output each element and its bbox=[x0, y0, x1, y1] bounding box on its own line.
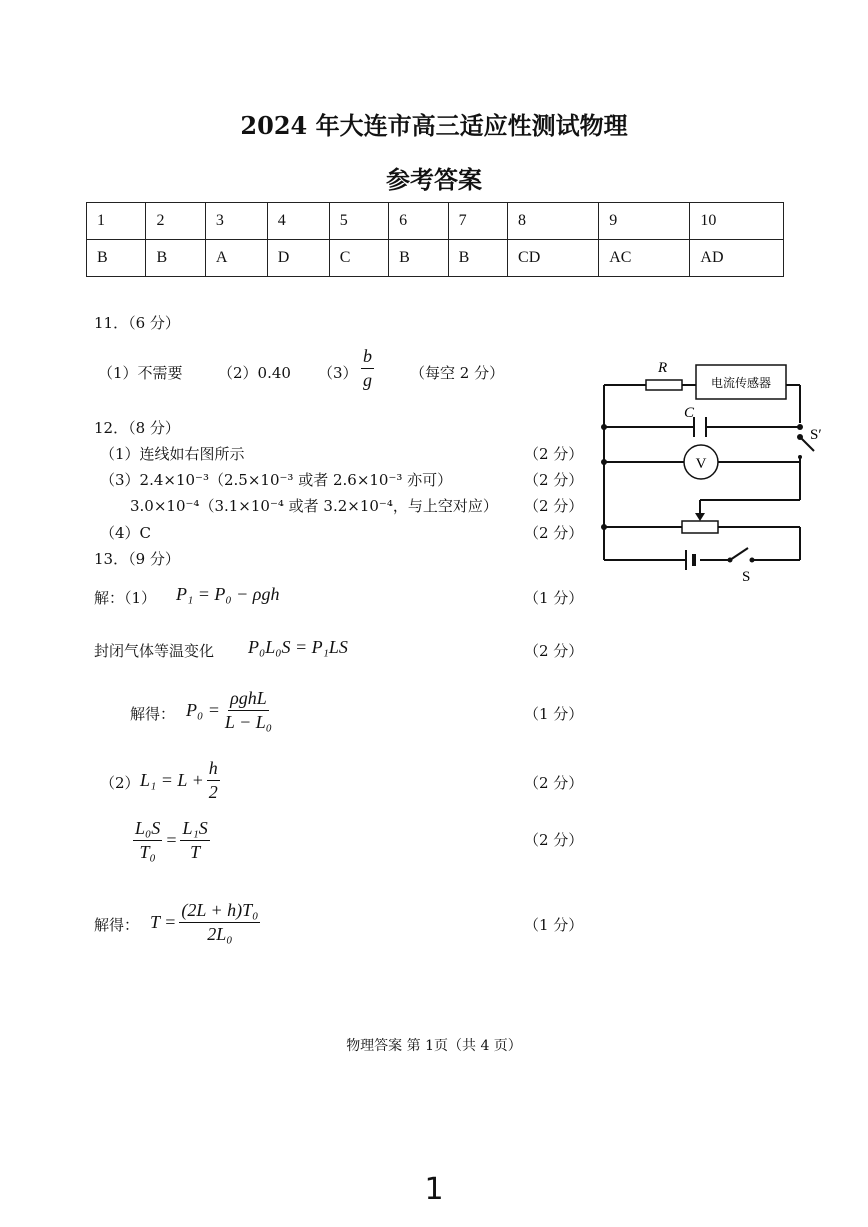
label-s-prime: S′ bbox=[810, 427, 822, 443]
answer-cell: AD bbox=[690, 240, 784, 277]
question-number: 4 bbox=[267, 203, 329, 240]
q11-header: 11．（6 分） bbox=[94, 314, 180, 332]
q12-score2: （2 分） bbox=[524, 471, 584, 489]
fraction-denominator: L − L₀ bbox=[224, 712, 273, 732]
q13-header: 13．（9 分） bbox=[94, 550, 180, 568]
question-number: 6 bbox=[389, 203, 448, 240]
label-current-sensor: 电流传感器 bbox=[710, 376, 772, 390]
junction-dot bbox=[601, 424, 607, 430]
fraction-numerator: L₀S bbox=[133, 818, 162, 841]
q13-score3: （1 分） bbox=[524, 705, 584, 723]
equals-sign: = bbox=[165, 830, 178, 850]
fraction-denominator: 2L₀ bbox=[207, 924, 233, 944]
fraction-denominator: T bbox=[190, 842, 201, 862]
label-c: C bbox=[684, 405, 695, 421]
answer-cell: C bbox=[329, 240, 388, 277]
page-title: 2024 年大连市高三适应性测试物理 bbox=[240, 111, 628, 140]
switch-contact bbox=[728, 558, 733, 563]
q13-score6: （1 分） bbox=[524, 916, 584, 934]
question-number: 3 bbox=[205, 203, 267, 240]
q13-line3-prefix: 解得： bbox=[130, 705, 176, 723]
label-s: S bbox=[742, 569, 751, 585]
q13-line6-prefix: 解得： bbox=[94, 916, 140, 934]
q13-line6-equation bbox=[150, 900, 263, 945]
fraction-numerator: h bbox=[207, 758, 220, 781]
q13-line3-equation bbox=[186, 688, 277, 733]
fraction-numerator: (2L + h)T₀ bbox=[179, 900, 260, 923]
q11-note: （每空 2 分） bbox=[410, 364, 505, 382]
page-number: 1 bbox=[424, 1172, 444, 1207]
q13-line4-prefix: （2） bbox=[100, 774, 140, 792]
answer-cell: D bbox=[267, 240, 329, 277]
answer-cell: B bbox=[389, 240, 448, 277]
question-number: 8 bbox=[508, 203, 599, 240]
label-r: R bbox=[658, 360, 668, 376]
question-number: 1 bbox=[87, 203, 146, 240]
question-number: 2 bbox=[146, 203, 205, 240]
junction-dot bbox=[601, 524, 607, 530]
q12-score4: （2 分） bbox=[524, 524, 584, 542]
page-footer: 物理答案 第 1页（共 4 页） bbox=[346, 1038, 522, 1054]
q11-fraction bbox=[358, 346, 377, 391]
label-v: V bbox=[695, 456, 707, 472]
answer-cell: B bbox=[146, 240, 205, 277]
answer-cell: A bbox=[205, 240, 267, 277]
answer-table-number-row bbox=[87, 203, 784, 240]
q13-score1: （1 分） bbox=[524, 589, 584, 607]
switch-contact bbox=[750, 558, 755, 563]
answer-table-answer-row bbox=[87, 240, 784, 277]
answer-table bbox=[86, 202, 784, 277]
equation-lhs: P₀ = bbox=[186, 700, 220, 720]
q12-score3: （2 分） bbox=[524, 497, 584, 515]
answer-cell: B bbox=[87, 240, 146, 277]
q12-header: 12．（8 分） bbox=[94, 419, 180, 437]
q12-line4: （4）C bbox=[100, 524, 152, 542]
switch-contact bbox=[798, 455, 802, 459]
rheostat bbox=[682, 521, 718, 533]
q13-score5: （2 分） bbox=[524, 831, 584, 849]
q13-line5-equation bbox=[130, 818, 213, 863]
q13-line2-equation: P₀L₀S = P₁LS bbox=[248, 637, 348, 657]
question-number: 5 bbox=[329, 203, 388, 240]
equation-lhs: L₁ = L + bbox=[140, 770, 204, 790]
question-number: 9 bbox=[599, 203, 690, 240]
fraction-numerator: ρghL bbox=[228, 688, 269, 711]
junction-dot bbox=[601, 459, 607, 465]
q13-line4-equation bbox=[140, 758, 223, 803]
q11-part3: （3） bbox=[318, 364, 358, 382]
answer-cell: AC bbox=[599, 240, 690, 277]
fraction-numerator: b bbox=[361, 346, 374, 369]
q13-line1-equation: P₁ = P₀ − ρgh bbox=[176, 584, 280, 604]
resistor-r bbox=[646, 380, 682, 390]
q12-line1: （1）连线如右图所示 bbox=[100, 445, 245, 463]
equation-lhs: T = bbox=[150, 912, 177, 932]
circuit-diagram bbox=[598, 355, 828, 590]
junction-dot bbox=[797, 424, 803, 430]
q13-line2-prefix: 封闭气体等温变化 bbox=[94, 642, 215, 660]
fraction-denominator: g bbox=[363, 370, 372, 390]
q12-score1: （2 分） bbox=[524, 445, 584, 463]
rheostat-slider-arrow bbox=[695, 513, 705, 521]
question-number: 10 bbox=[690, 203, 784, 240]
answer-cell: CD bbox=[508, 240, 599, 277]
answer-cell: B bbox=[448, 240, 507, 277]
fraction-denominator: 2 bbox=[208, 782, 218, 802]
fraction-numerator: L₁S bbox=[180, 818, 209, 841]
q13-score2: （2 分） bbox=[524, 642, 584, 660]
q11-part2: （2）0.40 bbox=[218, 364, 291, 382]
q12-line3: 3.0×10⁻⁴（3.1×10⁻⁴ 或者 3.2×10⁻⁴，与上空对应） bbox=[130, 497, 498, 515]
fraction-denominator: T₀ bbox=[139, 842, 156, 862]
question-number: 7 bbox=[448, 203, 507, 240]
q12-line2: （3）2.4×10⁻³（2.5×10⁻³ 或者 2.6×10⁻³ 亦可） bbox=[100, 471, 453, 489]
q11-part1: （1）不需要 bbox=[98, 364, 183, 382]
page-subtitle: 参考答案 bbox=[386, 165, 482, 194]
switch-contact bbox=[797, 434, 803, 440]
q13-line1-prefix: 解：（1） bbox=[94, 589, 157, 607]
q13-score4: （2 分） bbox=[524, 774, 584, 792]
